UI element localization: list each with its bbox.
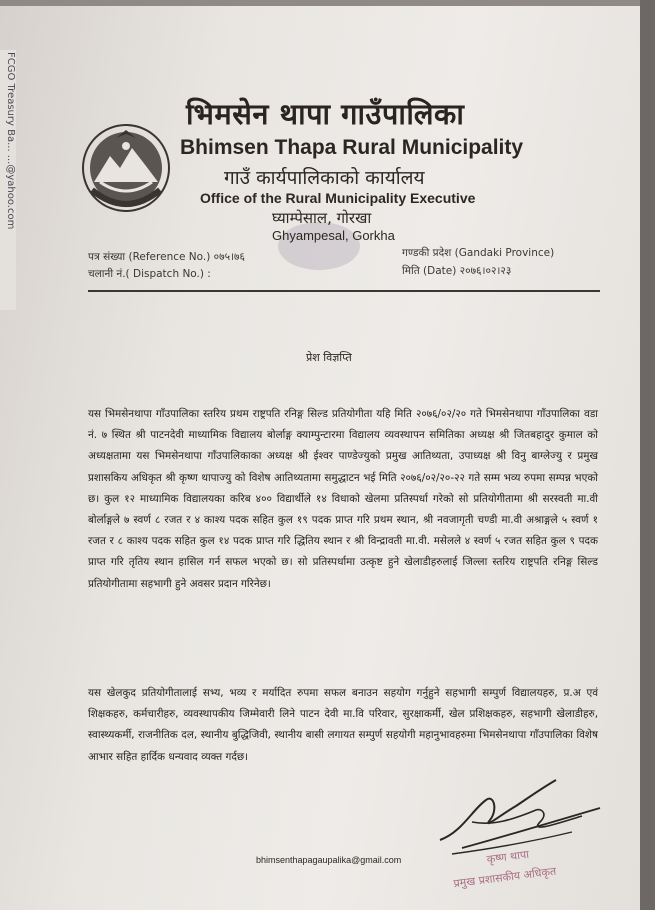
date-label: मिति (Date) २०७६।०२।२३ <box>402 265 512 277</box>
contact-email: bhimsenthapagaupalika@gmail.com <box>256 855 402 865</box>
office-name-english: Office of the Rural Municipality Executive <box>200 190 476 206</box>
body-paragraph-1: यस भिमसेनथापा गाँउपालिका स्तरिय प्रथम राष्ट्रपति रनिङ्ग सिल्ड प्रतियोगीता यहि मिति २०७६/०२/२० गते भिमसेनथापा गाँउपालिका वडा नं. ७ स्थित श्री पाटनदेवी माध्यामिक विद्यालय बोर्लाङ्ग क्याम्पुन्टारमा विद्यालय व्यवस्थापन समितिका अध्यक्ष श्री जितबहादुर कुमाल को अध्यक्षतामा यस भिमसेनथापा गाँउपालिकाका अध्यक्ष श्री ईश्वर पाण्डेज्युको प्रमुख आतिथ्यता, उपाध्यक्ष श्री विनु बाग्लेज्यु र प्रमुख प्रशासकिय अधिकृत श्री कृष्ण थापाज्यु को विशेष आतिथ्यतामा समुद्धाटन भई मिति २०७६/०२/२०-२२ गते सम्म भव्य रुपमा सम्पन्न भएको छ। कुल १२ माध्यामिक विद्यालयका करिब ४०० विद्यार्थीले १४ विधाको खेलमा प्रतिस्पर्धा गरेको सो प्रतियोगीतामा श्री सरस्वती मा.वी बोर्लाङ्गले ७ स्वर्ण ८ रजत र ४ काश्य पदक सहित कुल १९ पदक प्राप्त गरि प्रथम स्थान, श्री नवजागृती चण्डी मा.वी अश्राङ्गले ५ स्वर्ण १ रजत र ८ काश्य पदक सहित कुल १४ पदक प्राप्त गरि द्धितिय स्थान र श्री विन्द्रावती मा.वी. मसेलले ४ स्वर्ण ५ रजत सहित कुल ९ पदक प्राप्त गरि तृतिय स्थान हासिल गर्न सफल भएको छ। सो प्रतिस्पर्धामा उत्कृष्ट हुने खेलाडीहरुलाई जिल्ला स्तरिय राष्ट्रपति रनिङ्ग सिल्ड प्रतियोगीतामा सहभागी हुने अवसर प्रदान गरिनेछ। <box>88 408 598 590</box>
press-release-heading: प्रेश विज्ञप्ति <box>306 351 352 364</box>
dispatch-number: चलानी नं.( Dispatch No.) : <box>88 268 211 280</box>
background-edge <box>640 0 655 910</box>
body-paragraph-2: यस खेलकुद प्रतियोगीतालाई सभ्य, भव्य र मर्यादित रुपमा सफल बनाउन सहयोग गर्नुहुने सहभागी सम्पुर्ण विद्यालयहरु, प्र.अ एवं शिक्षकहरु, कर्मचारीहरु, व्यवस्थापकीय जिम्मेवारी लिने पाटन देवी मा.वि परिवार, सुरक्षाकर्मी, खेल प्रशिक्षकहरु, सहभागी खेलाडीहरु, स्वास्थ्यकर्मी, राजनीतिक दल, स्थानीय बुद्धिजिवी, स्थानीय बासी लगायत सम्पुर्ण सहयोगी महानुभावहरुमा भिमसेनथापा गाँउपालिका विशेष आभार सहित हार्दिक धन्यवाद व्यक्त गर्दछ। <box>88 687 598 763</box>
municipality-name-nepali: भिमसेन थापा गाउँपालिका <box>186 97 465 131</box>
nepal-emblem-logo <box>80 122 172 214</box>
municipality-name-english: Bhimsen Thapa Rural Municipality <box>180 136 524 159</box>
header-divider <box>88 290 600 292</box>
reference-number: पत्र संख्या (Reference No.) ०७५।७६ <box>88 251 245 263</box>
side-note-text: FCGO Treasury Ba... ...@yahoo.com <box>5 52 16 230</box>
address-english: Ghyampesal, Gorkha <box>272 228 395 243</box>
office-name-nepali: गाउँ कार्यपालिकाको कार्यालय <box>224 167 425 189</box>
seal-officer-name: कृष्ण थापा <box>486 847 530 866</box>
seal-officer-title: प्रमुख प्रशासकीय अधिकृत <box>452 864 557 891</box>
address-nepali: घ्याम्पेसाल, गोरखा <box>272 209 372 227</box>
province-label: गण्डकी प्रदेश (Gandaki Province) <box>402 247 555 259</box>
